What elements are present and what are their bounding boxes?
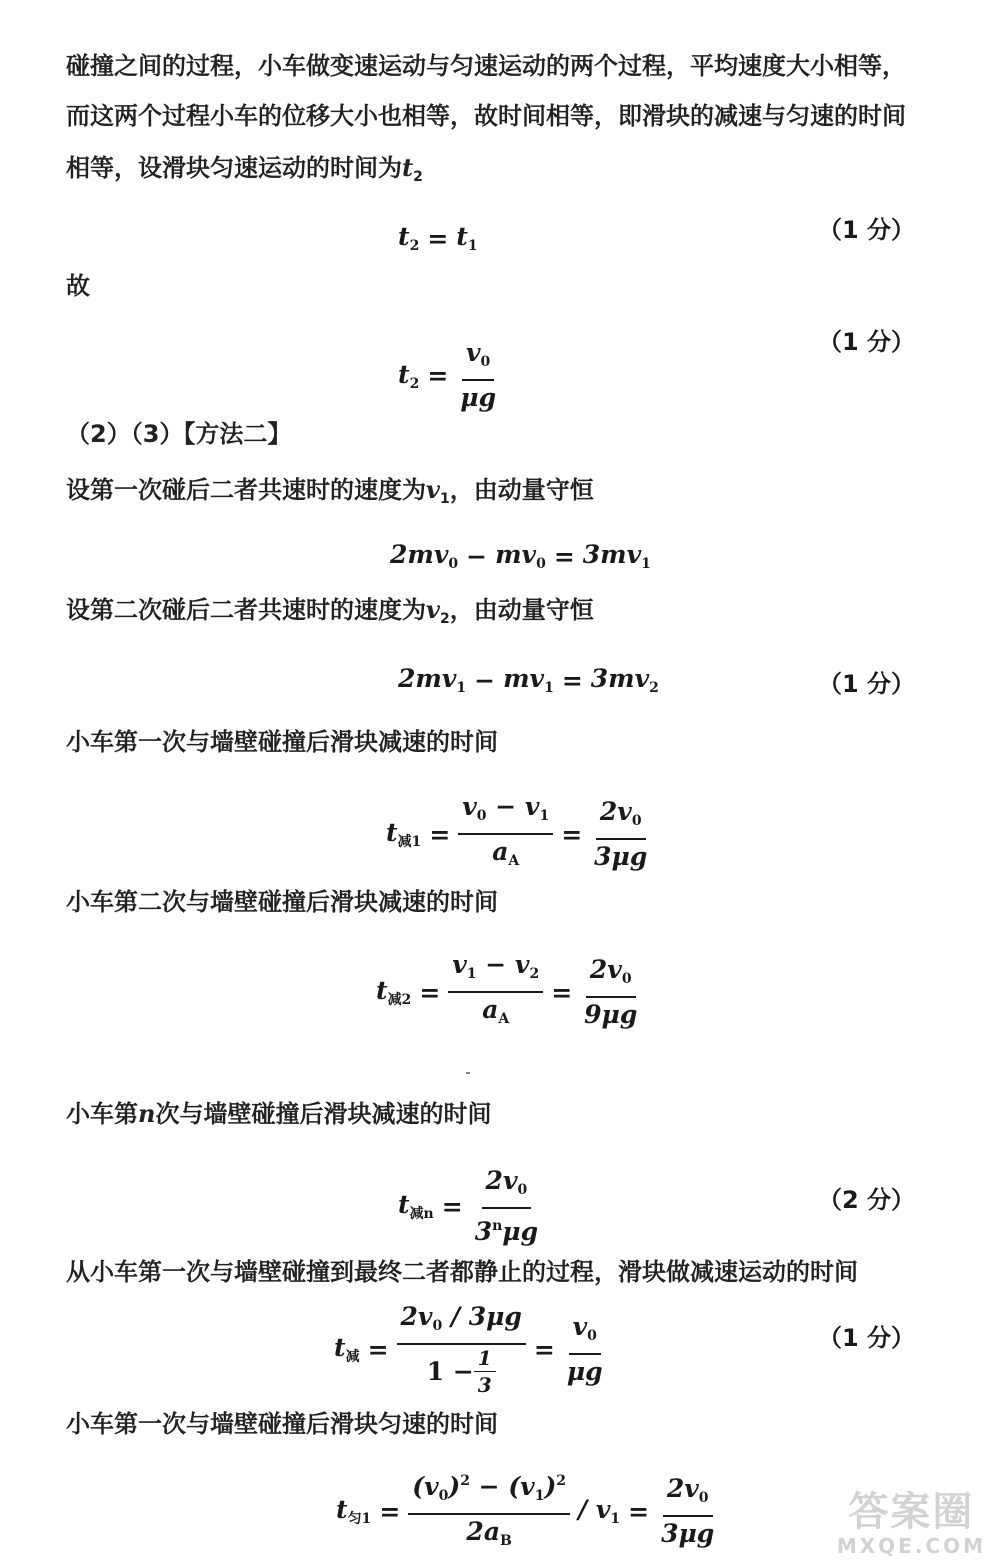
equation-t-uniform-1: $t_{匀1}$ = $\frac{(v_0)^2 - (v_1)^2}{2a_B}$ / $v_1$ = $\frac{2v_0}{3\mu g}$ bbox=[336, 1466, 718, 1556]
score-5: （1 分） bbox=[818, 1324, 916, 1352]
paragraph-gu: 故 bbox=[66, 272, 90, 300]
fraction: $\frac{v_0 - v_1}{a_A}$ bbox=[458, 792, 553, 876]
paragraph-v2: 设第二次碰后二者共速时的速度为$v_2$，由动量守恒 bbox=[66, 595, 594, 627]
watermark-logo bbox=[837, 1490, 986, 1558]
paragraph-v1: 设第一次碰后二者共速时的速度为$v_1$，由动量守恒 bbox=[66, 475, 594, 507]
fraction: $\frac{(v_0)^2 - (v_1)^2}{2a_B}$ bbox=[408, 1466, 570, 1556]
equation-momentum-2: $2mv_1$ − $mv_1$ = $3mv_2$ bbox=[398, 664, 659, 696]
fraction: $\frac{v_0}{\mu g}$ bbox=[566, 1311, 603, 1386]
equation-t-dec-n: $t_{减n}$ = $\frac{2v_0}{3^n\mu g}$ bbox=[398, 1166, 542, 1247]
fraction: $\frac{2v_0}{3\mu g}$ bbox=[594, 796, 648, 871]
t2-variable: t bbox=[402, 153, 414, 182]
equation-t-dec-total: $t_减$ = $2v_0 / 3\mu g$ 1 − $\frac{1}{3}$ = $\frac{v_0}{\mu g}$ bbox=[334, 1302, 607, 1396]
score-2: （1 分） bbox=[818, 328, 916, 356]
watermark-url: MXQE.COM bbox=[836, 1534, 986, 1558]
t2-subscript: 2 bbox=[413, 169, 423, 185]
watermark-text: 答案圈 bbox=[848, 1489, 975, 1535]
fraction: $\frac{v_0}{\mu g}$ bbox=[460, 338, 497, 412]
paragraph-nth-decel: 小车第n次与墙壁碰撞后滑块减速的时间 bbox=[66, 1099, 492, 1128]
score-1: （1 分） bbox=[818, 216, 916, 244]
fraction: $\frac{2v_0}{3\mu g}$ bbox=[661, 1473, 715, 1548]
paragraph-line-2: 而这两个过程小车的位移大小也相等，故时间相等，即滑块的减速与匀速的时间 bbox=[66, 102, 906, 130]
score-4: （2 分） bbox=[818, 1186, 916, 1214]
paragraph-total-decel: 从小车第一次与墙壁碰撞到最终二者都静止的过程，滑块做减速运动的时间 bbox=[66, 1258, 858, 1286]
paragraph-line-1: 碰撞之间的过程，小车做变速运动与匀速运动的两个过程，平均速度大小相等， bbox=[66, 52, 906, 80]
paragraph-line-3 bbox=[66, 152, 423, 193]
score-3: （1 分） bbox=[818, 670, 916, 698]
equation-t-dec-1: $t_{减1}$ = $\frac{v_0 - v_1}{a_A}$ = $\frac{2v_0}{3\mu g}$ bbox=[386, 792, 651, 876]
paragraph-first-decel: 小车第一次与墙壁碰撞后滑块减速的时间 bbox=[66, 728, 498, 756]
fraction: $\frac{2v_0}{3^n\mu g}$ bbox=[474, 1166, 539, 1246]
fraction: $2v_0 / 3\mu g$ 1 − $\frac{1}{3}$ bbox=[397, 1302, 526, 1396]
scan-speck bbox=[466, 1072, 470, 1074]
section-heading-method-two: （2）（3）【方法二】 bbox=[66, 420, 292, 448]
paragraph-first-uniform: 小车第一次与墙壁碰撞后滑块匀速的时间 bbox=[66, 1410, 498, 1438]
equation-t2-equals-t1: $t_2$ = $t_1$ bbox=[398, 222, 478, 254]
equation-t-dec-2: $t_{减2}$ = $\frac{v_1 - v_2}{a_A}$ = $\frac{2v_0}{9\mu g}$ bbox=[376, 950, 641, 1034]
equation-t2-result: $t_2$ = $\frac{v_0}{\mu g}$ bbox=[398, 338, 500, 413]
paragraph-line-3-text: 相等，设滑块匀速运动的时间为 bbox=[66, 154, 402, 182]
fraction: $\frac{v_1 - v_2}{a_A}$ bbox=[448, 950, 543, 1034]
fraction: $\frac{2v_0}{9\mu g}$ bbox=[584, 954, 638, 1029]
equation-momentum-1: $2mv_0$ − $mv_0$ = $3mv_1$ bbox=[390, 540, 651, 572]
paragraph-second-decel: 小车第二次与墙壁碰撞后滑块减速的时间 bbox=[66, 888, 498, 916]
